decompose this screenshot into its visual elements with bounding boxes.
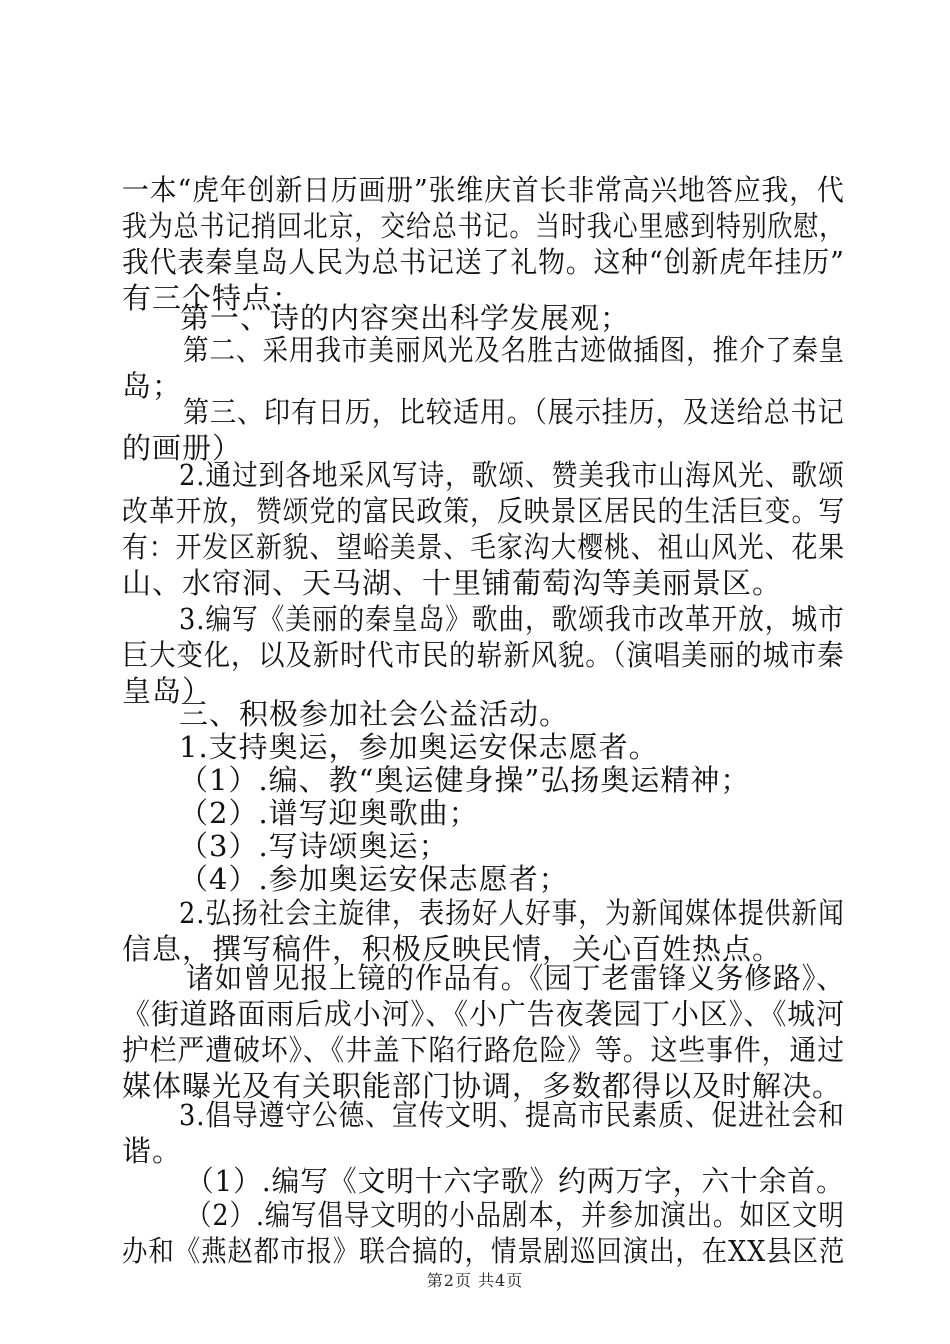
text-line: （1）.编写《文明十六字歌》约两万字，六十余首。 xyxy=(186,1164,845,1198)
text-line: （2）.谱写迎奥歌曲； xyxy=(179,796,479,830)
text-line: （3）.写诗颂奥运； xyxy=(179,829,449,863)
text-line: 三、积极参加社会公益活动。 xyxy=(179,697,570,731)
text-line: （4）.参加奥运安保志愿者； xyxy=(179,862,569,896)
text-line: 信息，撰写稿件，积极反映民情，关心百姓热点。 xyxy=(122,932,783,966)
text-line: 护栏严遭破坏》、《井盖下陷行路危险》等。这些事件，通过 xyxy=(122,1033,845,1067)
text-line: 我代表秦皇岛人民为总书记送了礼物。这种“创新虎年挂历” xyxy=(122,245,845,279)
text-line: 山、水帘洞、天马湖、十里铺葡萄沟等美丽景区。 xyxy=(122,566,783,600)
text-line: 2.通过到各地采风写诗，歌颂、赞美我市山海风光、歌颂 xyxy=(179,458,845,492)
text-line: 1.支持奥运，参加奥运安保志愿者。 xyxy=(179,730,659,764)
text-line: 有：开发区新貌、望峪美景、毛家沟大樱桃、祖山风光、花果 xyxy=(122,530,846,564)
text-line: 3.倡导遵守公德、宣传文明、提高市民素质、促进社会和 xyxy=(179,1098,845,1132)
text-line: 谐。 xyxy=(122,1134,183,1168)
text-line: 第二、采用我市美丽风光及名胜古迹做插图，推介了秦皇 xyxy=(183,333,846,367)
text-line: 岛； xyxy=(122,369,183,403)
text-line: 的画册） xyxy=(122,431,243,465)
text-line: 我为总书记捎回北京，交给总书记。当时我心里感到特别欣慰， xyxy=(122,209,846,243)
text-line: 诸如曾见报上镜的作品有。《园丁老雷锋义务修路》、 xyxy=(186,961,846,995)
text-line: 3.编写《美丽的秦皇岛》歌曲，歌颂我市改革开放，城市 xyxy=(179,602,845,636)
text-line: 一本“虎年创新日历画册”张维庆首长非常高兴地答应我，代 xyxy=(122,173,845,207)
text-line: 皇岛） xyxy=(122,674,213,708)
text-line: 第三、印有日历，比较适用。（展示挂历，及送给总书记 xyxy=(183,395,845,429)
text-line: 改革开放，赞颂党的富民政策，反映景区居民的生活巨变。写 xyxy=(122,494,846,528)
text-line: 2.弘扬社会主旋律，表扬好人好事，为新闻媒体提供新闻 xyxy=(179,896,845,930)
text-line: 有三个特点： xyxy=(122,281,303,315)
text-line: 第一、诗的内容突出科学发展观； xyxy=(180,301,631,335)
text-line: 《街道路面雨后成小河》、《小广告夜袭园丁小区》、《城河 xyxy=(122,997,845,1031)
text-line: 巨大变化，以及新时代市民的崭新风貌。（演唱美丽的城市秦 xyxy=(122,638,845,672)
text-line: 媒体曝光及有关职能部门协调，多数都得以及时解决。 xyxy=(122,1069,843,1103)
text-line: 办和《燕赵都市报》联合搞的，情景剧巡回演出，在XX县区范 xyxy=(122,1234,846,1268)
text-line: （2）.编写倡导文明的小品剧本，并参加演出。如区文明 xyxy=(186,1198,845,1232)
text-line: （1）.编、教“奥运健身操”弘扬奥运精神； xyxy=(179,763,751,797)
page-footer: 第2页 共4页 xyxy=(426,1271,524,1290)
